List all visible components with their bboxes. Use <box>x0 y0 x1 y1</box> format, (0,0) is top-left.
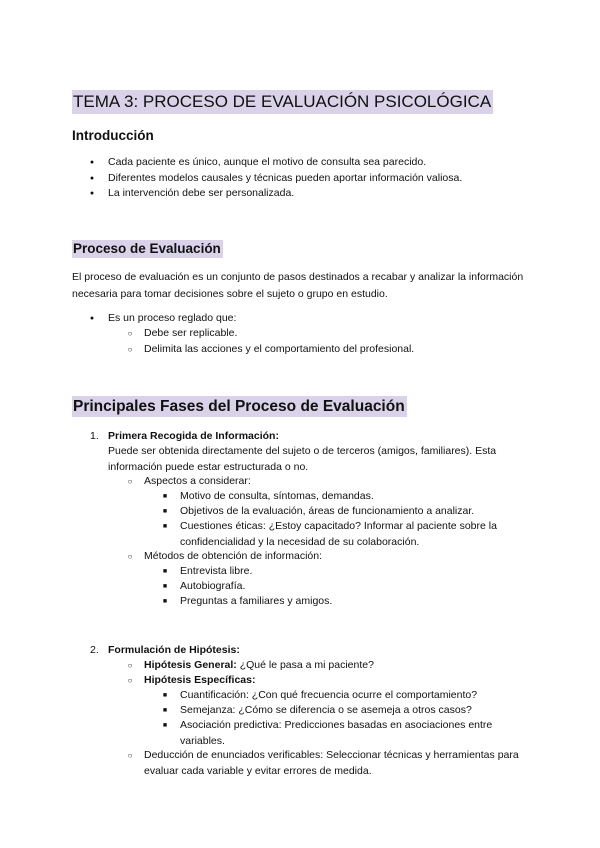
deduccion-item: Deducción de enunciados verificables: Seleccionar técnicas y herramientas para evaluar cada variable y evitar errores de medida. <box>144 749 519 777</box>
hipotesis-general: Hipótesis General: ¿Qué le pasa a mi paciente? <box>144 659 374 671</box>
document-title: TEMA 3: PROCESO DE EVALUACIÓN PSICOLÓGICA <box>72 90 493 114</box>
metodo-item: Preguntas a familiares y amigos. <box>180 595 333 607</box>
hipotesis-especificas-label: Hipótesis Específicas: <box>144 674 256 686</box>
aspecto-item: Cuestiones éticas: ¿Estoy capacitado? Informar al paciente sobre la confidencialidad y la necesidad de su colaboración. <box>180 520 497 548</box>
aspecto-item: Objetivos de la evaluación, áreas de funcionamiento a analizar. <box>180 505 475 517</box>
aspectos-label: Aspectos a considerar: <box>144 475 251 487</box>
bullet-circle-icon <box>122 342 138 359</box>
proceso-sub-item: Debe ser replicable. <box>144 327 238 339</box>
proceso-sub-item: Delimita las acciones y el comportamiento del profesional. <box>144 343 415 355</box>
fase-number: 1. <box>90 430 99 442</box>
intro-bullet: Diferentes modelos causales y técnicas pueden aportar información valiosa. <box>108 172 463 184</box>
bullet-circle-icon <box>122 549 138 566</box>
bullet-disc-icon <box>84 311 100 328</box>
metodo-item: Entrevista libre. <box>180 565 253 577</box>
especifica-item: Cuantificación: ¿Con qué frecuencia ocurre el comportamiento? <box>180 689 478 701</box>
fase-title: Formulación de Hipótesis: <box>108 644 240 656</box>
proceso-bullet: Es un proceso reglado que: <box>108 312 237 324</box>
bullet-circle-icon <box>122 326 138 343</box>
metodo-item: Autobiografía. <box>180 580 246 592</box>
bullet-disc-icon <box>84 186 100 203</box>
proceso-heading: Proceso de Evaluación <box>73 241 221 256</box>
fase-description: Puede ser obtenida directamente del sujeto o de terceros (amigos, familiares). Esta información puede estar estructurada o no. <box>108 445 497 473</box>
aspecto-item: Motivo de consulta, síntomas, demandas. <box>180 490 374 502</box>
bullet-circle-icon <box>122 748 138 765</box>
intro-bullet: Cada paciente es único, aunque el motivo de consulta sea parecido. <box>108 156 427 168</box>
especifica-item: Asociación predictiva: Predicciones basadas en asociaciones entre variables. <box>180 719 493 747</box>
especifica-item: Semejanza: ¿Cómo se diferencia o se asemeja a otros casos? <box>180 704 472 716</box>
fase-number: 2. <box>90 644 99 656</box>
intro-bullet: La intervención debe ser personalizada. <box>108 187 295 199</box>
bullet-circle-icon <box>122 474 138 491</box>
fase-title: Primera Recogida de Información: <box>108 430 279 442</box>
bullet-square-icon <box>157 594 173 611</box>
intro-heading: Introducción <box>72 128 154 143</box>
bullet-circle-icon <box>122 673 138 690</box>
bullet-square-icon <box>157 519 173 536</box>
bullet-square-icon <box>157 718 173 735</box>
proceso-paragraph: El proceso de evaluación es un conjunto de pasos destinados a recabar y analizar la información necesaria para tomar decisiones sobre el sujeto o grupo en estudio. <box>72 271 524 300</box>
metodos-label: Métodos de obtención de información: <box>144 550 323 562</box>
fases-heading: Principales Fases del Proceso de Evaluación <box>73 398 405 415</box>
bullet-disc-icon <box>84 155 100 172</box>
